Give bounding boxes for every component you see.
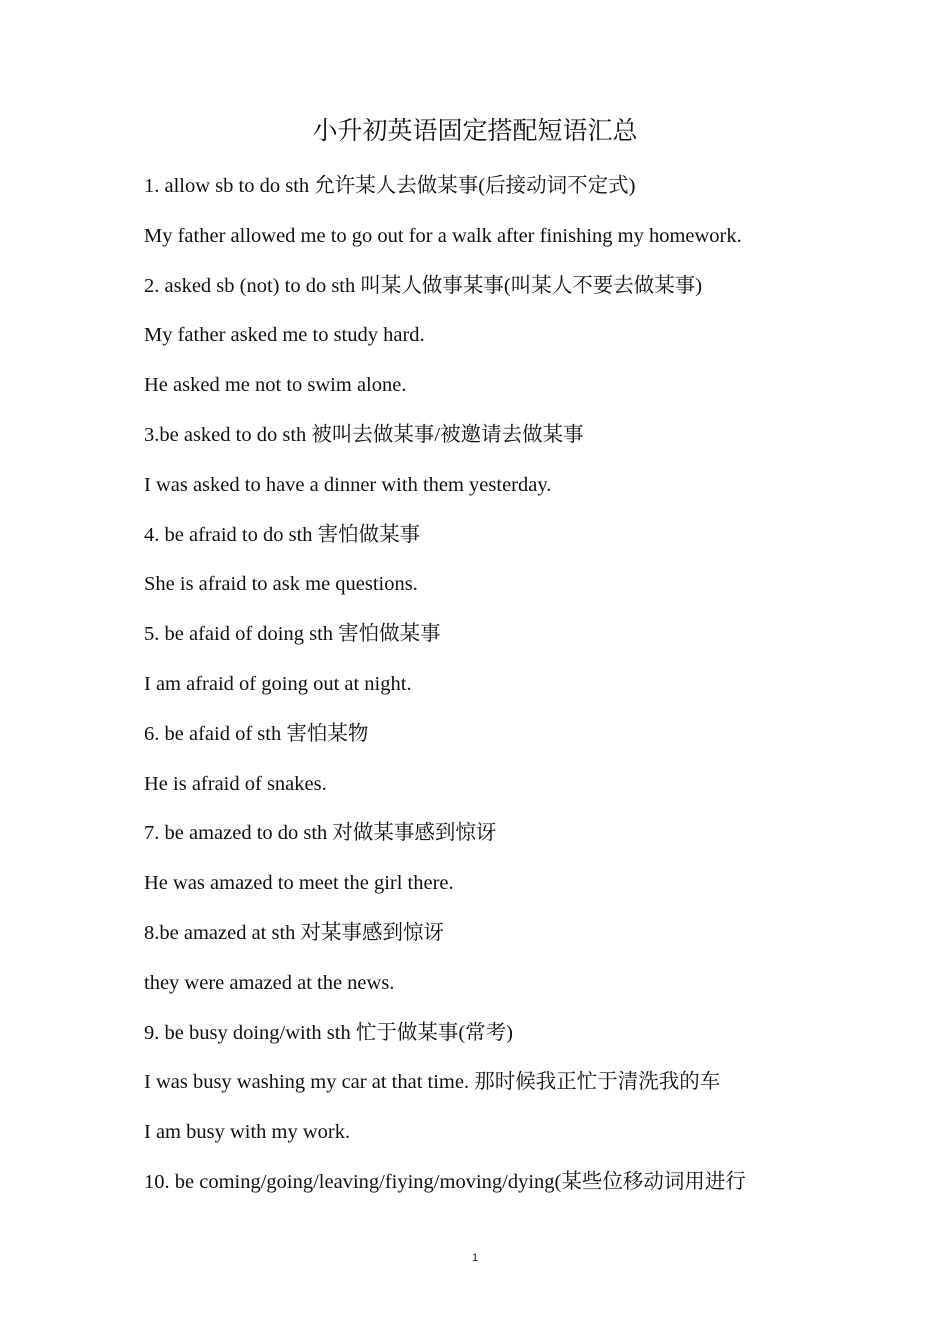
- text-line: 1. allow sb to do sth 允许某人去做某事(后接动词不定式): [144, 175, 636, 197]
- text-line: 7. be amazed to do sth 对做某事感到惊讶: [144, 822, 497, 845]
- text-line: He is afraid of snakes.: [144, 772, 327, 795]
- text-line: My father allowed me to go out for a walk after finishing my homework.: [144, 224, 742, 247]
- text-line: 4. be afraid to do sth 害怕做某事: [144, 523, 421, 546]
- text-line: I was asked to have a dinner with them yesterday.: [144, 473, 552, 496]
- text-line: He was amazed to meet the girl there.: [144, 872, 454, 895]
- text-line: My father asked me to study hard.: [144, 324, 425, 347]
- text-line: they were amazed at the news.: [144, 971, 395, 994]
- text-line: 3.be asked to do sth 被叫去做某事/被邀请去做某事: [144, 423, 584, 446]
- text-line: 9. be busy doing/with sth 忙于做某事(常考): [144, 1021, 513, 1044]
- text-line: 8.be amazed at sth 对某事感到惊讶: [144, 921, 445, 944]
- page-number: 1: [471, 1252, 479, 1264]
- phrase-list: [144, 168, 844, 1214]
- text-line: I am afraid of going out at night.: [144, 672, 412, 695]
- text-line: 2. asked sb (not) to do sth 叫某人做事某事(叫某人不要去做某事): [144, 274, 703, 297]
- text-line: She is afraid to ask me questions.: [144, 573, 418, 596]
- text-line: 10. be coming/going/leaving/fiying/moving/dying(某些位移动词用进行: [144, 1170, 746, 1193]
- text-line: He asked me not to swim alone.: [144, 374, 407, 397]
- page-title: 小升初英语固定搭配短语汇总: [312, 118, 638, 145]
- text-line: I am busy with my work.: [144, 1121, 351, 1144]
- text-line: I was busy washing my car at that time. 那时候我正忙于清洗我的车: [144, 1071, 721, 1094]
- text-line: 6. be afaid of sth 害怕某物: [144, 722, 369, 745]
- text-line: 5. be afaid of doing sth 害怕做某事: [144, 623, 441, 646]
